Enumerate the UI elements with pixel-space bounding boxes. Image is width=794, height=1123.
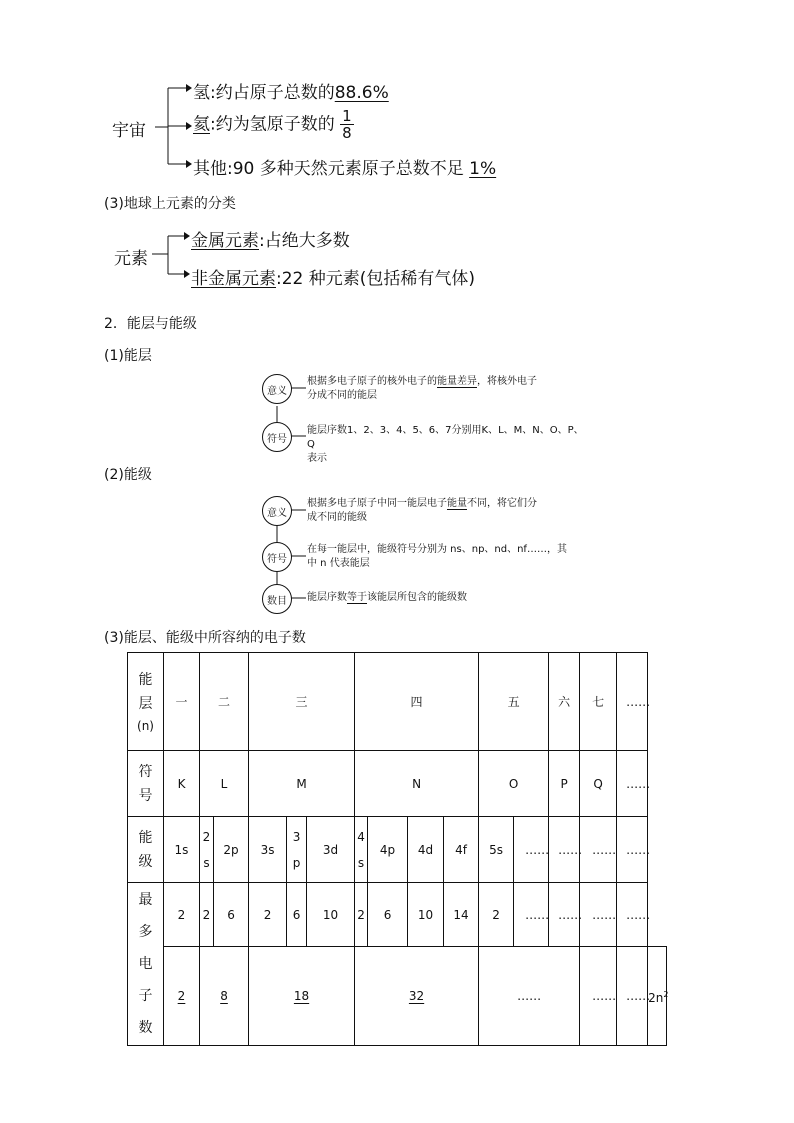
layer-cell: 一 [164, 653, 200, 751]
max-sub-cell: 6 [287, 883, 307, 947]
max-sub-cell: 14 [444, 883, 479, 947]
nonmetal-text: :22 种元素(包括稀有气体) [276, 269, 476, 289]
max-layer-cell: …… [479, 947, 580, 1046]
sublevel-symbol-text [307, 543, 597, 571]
max-layer-cell [617, 947, 651, 1046]
row-label-layer [128, 653, 164, 751]
layer-cell: 二 [200, 653, 249, 751]
nonmetal-name: 非金属元素 [191, 269, 276, 289]
symbol-cell: P [549, 751, 580, 817]
max-sub-cell [617, 883, 651, 947]
row-label-sublevel-text: 能级 [138, 829, 153, 870]
layer-cell: 四 [355, 653, 479, 751]
max-sub-ellipsis: …… [525, 907, 550, 922]
row-label-symbol-text: 符号 [138, 763, 153, 804]
layer-symbol-b: 表示 [307, 453, 327, 464]
row-label-sublevel [128, 817, 164, 883]
symbol-cell: M [249, 751, 355, 817]
max-sub-cell: 10 [307, 883, 355, 947]
sublevel-meaning-a: 根据多电子原子中同一能层电子 [307, 498, 447, 509]
max-sub-cell [514, 883, 549, 947]
layer-meaning-b: ，将核外电子 [477, 376, 537, 387]
sublevel-meaning-key: 能量 [447, 498, 467, 509]
max-sub-cell [549, 883, 583, 947]
max-layer-cell [580, 947, 617, 1046]
max-layer-value: 32 [408, 989, 425, 1003]
max-sub-ellipsis: …… [592, 907, 617, 922]
formula-exponent: 2 [663, 989, 669, 999]
max-layer-value: 18 [293, 989, 310, 1003]
layer-symbol-text [307, 424, 587, 466]
layer-cell: 三 [249, 653, 355, 751]
metal-line [191, 226, 350, 251]
max-sub-cell: 6 [214, 883, 249, 947]
layer-meaning-c: 分成不同的能层 [307, 390, 377, 401]
sublevel-cell: 5s [479, 817, 514, 883]
max-sub-ellipsis: …… [558, 907, 583, 922]
max-sub-cell: 6 [368, 883, 408, 947]
other-elements-text: 其他:90 多种天然元素原子总数不足 [193, 159, 470, 179]
layer-symbol-circle: 符号 [262, 422, 292, 452]
sublevel-cell: 1s [164, 817, 200, 883]
sublevel-cell [617, 817, 651, 883]
helium-fraction [340, 108, 354, 141]
sublevel-count-circle: 数目 [262, 584, 292, 614]
sublevel-cell: 4f [444, 817, 479, 883]
layer-meaning-key: 能量差异 [437, 376, 477, 387]
sublevel-meaning-b: 不同，将它们分 [467, 498, 537, 509]
sublevel-ellipsis: …… [558, 842, 583, 857]
row-label-layer-text: 能层 [138, 671, 153, 712]
max-layer-cell [355, 947, 479, 1046]
metal-text: :占绝大多数 [259, 231, 350, 251]
max-sub-cell: 2 [249, 883, 287, 947]
table-row-sublevel [128, 817, 667, 883]
sublevel-meaning-c: 成不同的能级 [307, 512, 367, 523]
sublevel-cell [549, 817, 583, 883]
sublevel-ellipsis: …… [626, 842, 651, 857]
layer-cell: 六 [549, 653, 580, 751]
sublevel-cell [580, 817, 617, 883]
table-row-symbol [128, 751, 667, 817]
symbol-cell: K [164, 751, 200, 817]
layer-symbol-a: 能层序数1、2、3、4、5、6、7分别用K、L、M、N、O、P、Q [307, 425, 584, 450]
sublevel-symbol-circle: 符号 [262, 542, 292, 572]
symbol-cell: Q [580, 751, 617, 817]
other-elements-line [193, 154, 496, 179]
max-layer-cell [249, 947, 355, 1046]
fraction-denominator: 8 [342, 124, 352, 142]
symbol-cell: O [479, 751, 549, 817]
row-label-max-electrons-text: 最多电子数 [138, 892, 153, 1036]
row-label-symbol [128, 751, 164, 817]
hydrogen-line [193, 78, 389, 103]
layer-ellipsis: …… [626, 694, 651, 709]
capacity-table [127, 652, 667, 1046]
helium-name: 氦 [193, 114, 210, 135]
section-2-heading: 2．能层与能级 [104, 316, 197, 332]
max-layer-ellipsis: …… [592, 989, 617, 1003]
max-layer-formula-cell [648, 947, 667, 1046]
sublevel-symbol-a: 在每一能层中，能级符号分别为 ns、np、nd、nf……，其 [307, 544, 567, 555]
max-sub-cell: 2 [200, 883, 214, 947]
sublevel-count-text [307, 591, 597, 605]
table-row-max-layer [128, 947, 667, 1046]
max-sub-ellipsis: …… [626, 907, 651, 922]
sublevel-count-b: 该能层所包含的能级数 [367, 592, 467, 603]
max-layer-value: 2 [177, 989, 186, 1003]
table-row-max-sub [128, 883, 667, 947]
max-sub-cell: 10 [408, 883, 444, 947]
sublevel-cell [355, 817, 368, 883]
max-layer-cell [164, 947, 200, 1046]
helium-line [193, 108, 354, 141]
layer-meaning-circle: 意义 [262, 374, 292, 404]
layer-cell: 五 [479, 653, 549, 751]
sublevel-meaning-circle: 意义 [262, 496, 292, 526]
sublevel-ellipsis: …… [592, 842, 617, 857]
formula-base: 2n [648, 990, 664, 1005]
layer-cell [617, 653, 651, 751]
row-label-layer-n: (n) [137, 718, 154, 733]
sublevel-narrow-text: 3p [292, 829, 301, 870]
max-sub-cell: 2 [355, 883, 368, 947]
max-layer-cell [200, 947, 249, 1046]
sublevel-narrow-text: 4s [357, 829, 365, 870]
hydrogen-value: 88.6% [334, 83, 389, 103]
sublevel-cell: 3s [249, 817, 287, 883]
subsection-sublevel-heading: (2)能级 [104, 467, 152, 483]
nonmetal-line [191, 264, 475, 289]
sublevel-narrow-text: 2s [202, 829, 211, 870]
symbol-cell [617, 751, 651, 817]
layer-cell: 七 [580, 653, 617, 751]
sublevel-ellipsis: …… [525, 842, 550, 857]
sublevel-cell: 4p [368, 817, 408, 883]
helium-text: :约为氢原子数的 [210, 114, 335, 135]
other-elements-value: 1% [469, 159, 497, 179]
sublevel-meaning-text [307, 497, 597, 525]
max-layer-ellipsis: …… [626, 989, 651, 1003]
sublevel-cell [514, 817, 549, 883]
max-sub-cell: 2 [164, 883, 200, 947]
symbol-cell: N [355, 751, 479, 817]
sublevel-count-a: 能层序数 [307, 592, 347, 603]
elements-root-label: 元素 [114, 249, 148, 269]
max-sub-cell [580, 883, 617, 947]
row-label-max-electrons [128, 883, 164, 1046]
subsection-layer-heading: (1)能层 [104, 348, 152, 364]
max-layer-value: 8 [220, 989, 228, 1003]
universe-root-label: 宇宙 [112, 121, 146, 141]
sublevel-symbol-b: 中 n 代表能层 [307, 558, 370, 569]
layer-meaning-text [307, 375, 587, 403]
section-earth-heading: (3)地球上元素的分类 [104, 196, 236, 212]
sublevel-cell [200, 817, 214, 883]
layer-meaning-a: 根据多电子原子的核外电子的 [307, 376, 437, 387]
metal-name: 金属元素 [191, 231, 259, 251]
subsection-capacity-heading: (3)能层、能级中所容纳的电子数 [104, 630, 306, 646]
max-sub-cell: 2 [479, 883, 514, 947]
hydrogen-text: 氢:约占原子总数的 [193, 83, 335, 103]
symbol-cell: L [200, 751, 249, 817]
sublevel-cell [287, 817, 307, 883]
sublevel-cell: 2p [214, 817, 249, 883]
sublevel-cell: 4d [408, 817, 444, 883]
sublevel-count-key: 等于 [347, 592, 367, 603]
fraction-numerator: 1 [342, 107, 352, 125]
symbol-ellipsis: …… [626, 776, 651, 791]
table-row-layer [128, 653, 667, 751]
sublevel-cell: 3d [307, 817, 355, 883]
